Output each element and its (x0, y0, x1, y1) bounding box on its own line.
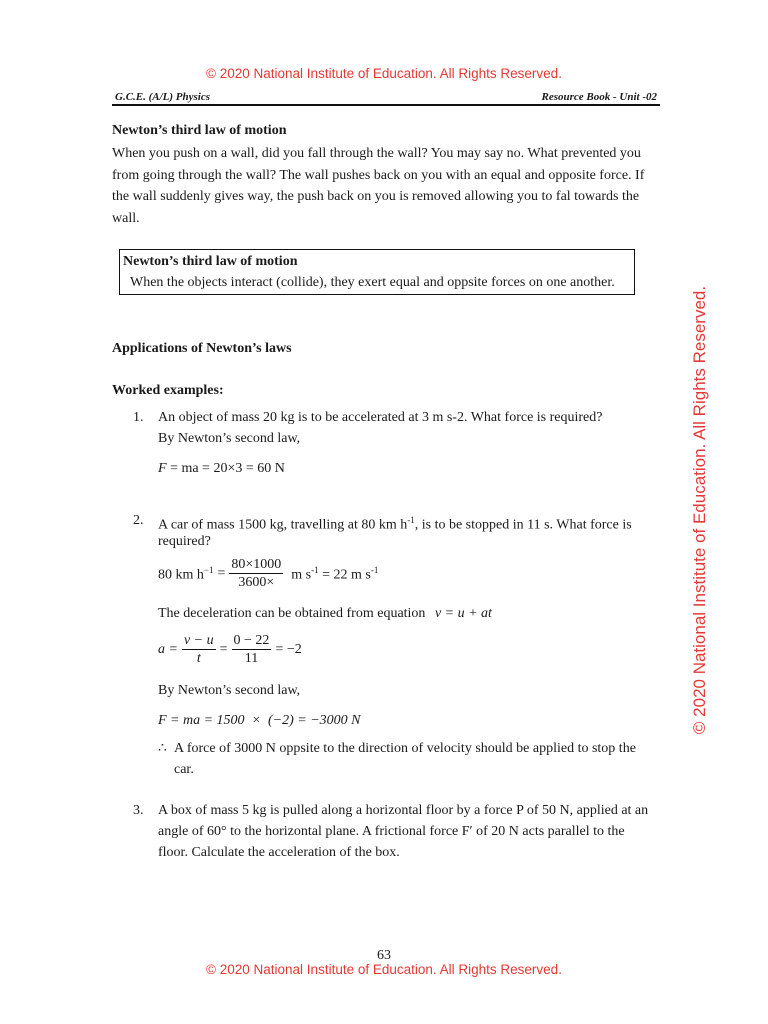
conclusion-line: car. (174, 762, 194, 777)
copyright-notice-bottom: © 2020 National Institute of Education. All Rights Reserved. (206, 962, 562, 977)
text-run: A car of mass 1500 kg, travelling at 80 km h (158, 517, 408, 533)
fraction-denominator: t (196, 651, 201, 666)
kinematic-equation: v = u + at (434, 606, 492, 621)
text-run: , is to be stopped in 11 s. What force is (414, 517, 632, 533)
conclusion-line: A force of 3000 N oppsite to the direction of velocity should be applied to stop the (174, 741, 636, 756)
eq-expression: = ma = 20×3 = 60 N (170, 461, 285, 476)
fraction-denominator: 3600× (238, 575, 275, 590)
text-run: The deceleration can be obtained from equation (158, 606, 426, 621)
text-run: = 22 m s (318, 568, 371, 584)
superscript: −1 (203, 565, 214, 576)
paragraph-line: from going through the wall? The wall pushes back on you with an equal and opposite force. If (112, 167, 645, 183)
example-number: 3. (133, 803, 144, 818)
header-left: G.C.E. (A/L) Physics (115, 91, 211, 103)
therefore-symbol: ∴ (158, 741, 167, 756)
superscript: -1 (407, 515, 415, 525)
example-3-question: floor. Calculate the acceleration of the box. (158, 845, 400, 860)
example-2-question-cont: required? (158, 534, 211, 549)
example-number: 1. (133, 410, 144, 425)
copyright-notice-top: © 2020 National Institute of Education. All Rights Reserved. (206, 66, 562, 81)
eq-variable: F (158, 461, 167, 476)
example-number: 2. (133, 513, 144, 528)
law-box-text: When the objects interact (collide), they exert equal and oppsite forces on one another. (130, 275, 615, 290)
page-number: 63 (377, 948, 391, 963)
superscript: -1 (370, 565, 379, 576)
newton-second-law-text: By Newton’s second law, (158, 683, 301, 698)
example-1-question: An object of mass 20 kg is to be accelerated at 3 m s-2. What force is required? (158, 410, 603, 425)
unit-conversion-equation (158, 556, 378, 591)
worked-examples-heading: Worked examples: (112, 383, 224, 398)
paragraph-line: wall. (112, 210, 140, 226)
fraction-denominator: 11 (244, 651, 259, 666)
deceleration-sentence (158, 603, 492, 625)
law-definition-box (119, 249, 635, 295)
example-1-equation (158, 458, 285, 480)
example-3-question: A box of mass 5 kg is pulled along a horizontal floor by a force P of 50 N, applied at an (158, 803, 649, 818)
fraction (232, 632, 272, 667)
equals-sign: = (219, 641, 228, 657)
header-rule (112, 104, 660, 106)
paragraph-line: When you push on a wall, did you fall through the wall? You may say no. What prevented you (112, 146, 641, 161)
text-run: 80 km h (158, 568, 204, 584)
text-run: m s (291, 568, 312, 584)
law-box-title: Newton’s third law of motion (123, 254, 298, 269)
section-title: Newton’s third law of motion (112, 123, 287, 138)
example-1-method: By Newton’s second law, (158, 431, 301, 446)
acceleration-equation (158, 632, 302, 667)
eq-result: = −2 (275, 641, 302, 657)
copyright-notice-vertical: © 2020 National Institute of Education. All Rights Reserved. (690, 285, 709, 735)
example-2-question (158, 510, 632, 536)
eq-variable: a = (158, 641, 178, 657)
example-3-question: angle of 60° to the horizontal plane. A frictional force F′ of 20 N acts parallel to the (158, 824, 625, 839)
fraction-numerator: 80×1000 (231, 557, 282, 572)
fraction-numerator: 0 − 22 (233, 633, 270, 648)
fraction (182, 632, 216, 667)
fraction-numerator: v − u (183, 633, 214, 648)
intro-paragraph (112, 143, 672, 229)
equals-sign: = (217, 565, 226, 581)
superscript: -1 (311, 565, 319, 576)
conversion-fraction (229, 556, 283, 591)
applications-heading: Applications of Newton’s laws (112, 341, 292, 356)
paragraph-line: the wall suddenly gives way, the push back on you is removed allowing you to fal towards the (112, 189, 640, 204)
force-equation: F = ma = 1500 × (−2) = −3000 N (158, 713, 361, 728)
header-right: Resource Book - Unit -02 (541, 91, 657, 103)
